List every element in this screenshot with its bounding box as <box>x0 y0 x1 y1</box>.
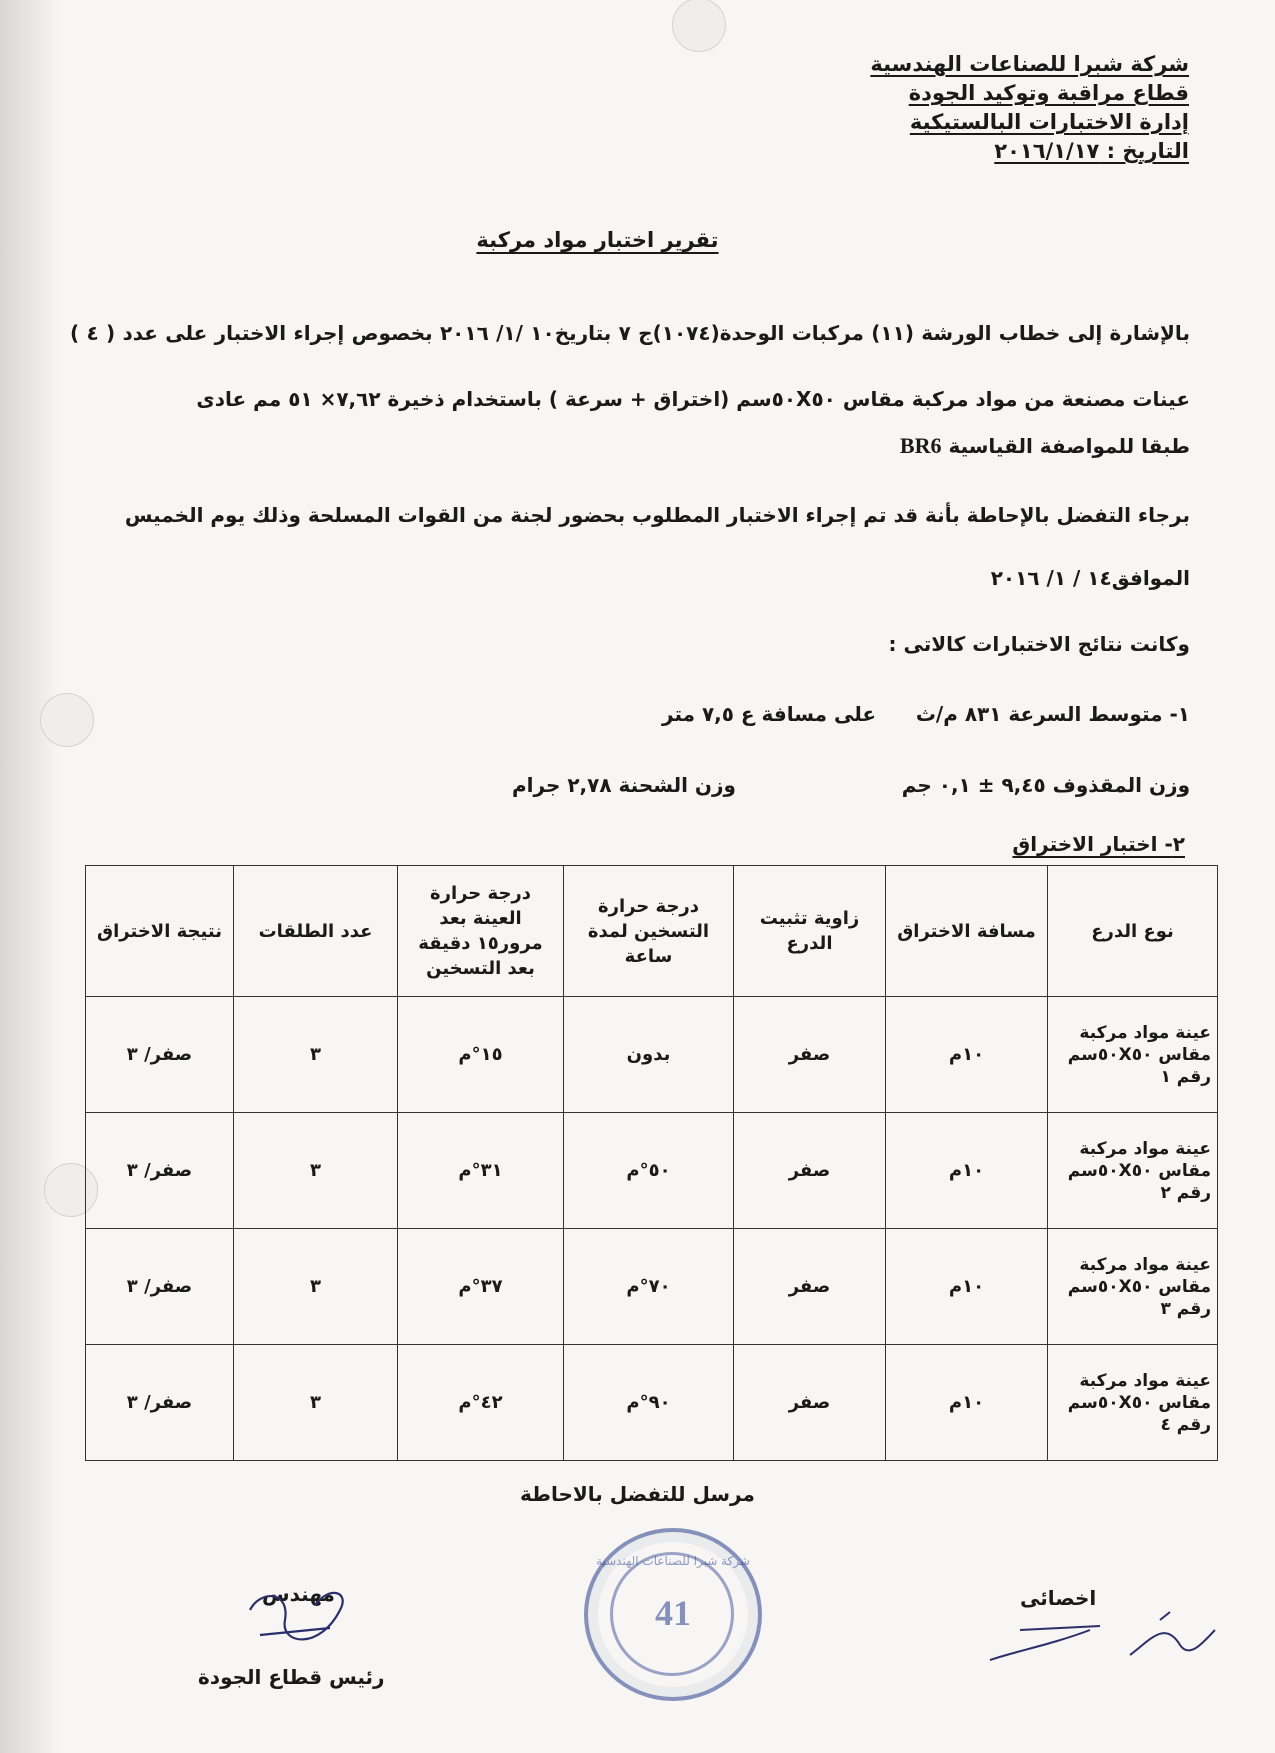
cell-heating-temp: ٩٠°م <box>564 1345 734 1461</box>
table-row <box>86 997 1218 1113</box>
cell-sample-temp: ٤٢°م <box>398 1345 564 1461</box>
col-header-heating-temp: درجة حرارة التسخين لمدة ساعة <box>564 866 734 997</box>
col-header-angle: زاوية تثبيت الدرع <box>734 866 886 997</box>
col-header-distance: مسافة الاختراق <box>886 866 1048 997</box>
official-stamp <box>584 1528 762 1701</box>
standard-code: BR6 <box>899 433 942 458</box>
speed-line: ١- متوسط السرعة ٨٣١ م/ث <box>915 702 1190 726</box>
intro-paragraph: بالإشارة إلى خطاب الورشة (١١) مركبات الوحدة(١٠٧٤)ج ٧ بتاريخ١٠ /١/ ٢٠١٦ بخصوص إجراء الاختبار على عدد ( ٤ ) عينات مصنعة من مواد مركبة مقاس ٥٠X٥٠سم (اختراق + سرعة ) باستخدام ذخيرة ٧,٦٢× ٥١ مم عادى <box>70 321 1190 411</box>
quality-head-label: رئيس قطاع الجودة <box>198 1665 385 1689</box>
cell-shots: ٣ <box>234 1345 398 1461</box>
col-header-sample-temp: درجة حرارة العينة بعد مرور١٥ دقيقة بعد التسخين <box>398 866 564 997</box>
notice-line: برجاء التفضل بالإحاطة بأنة قد تم إجراء الاختبار المطلوب بحضور لجنة من القوات المسلحة وذلك يوم الخميس <box>124 503 1190 527</box>
standard-line <box>900 433 1190 459</box>
specialist-label: اخصائى <box>1020 1586 1097 1610</box>
table-row <box>86 1345 1218 1461</box>
cell-sample-temp: ٣٧°م <box>398 1229 564 1345</box>
cell-shots: ٣ <box>234 1113 398 1229</box>
cell-sample-temp: ١٥°م <box>398 997 564 1113</box>
charge-weight-line: وزن الشحنة ٢,٧٨ جرام <box>512 773 736 797</box>
table-row <box>86 1229 1218 1345</box>
cell-angle: صفر <box>734 1229 886 1345</box>
date-line: الموافق١٤ / ١/ ٢٠١٦ <box>990 566 1190 590</box>
cell-heating-temp: بدون <box>564 997 734 1113</box>
scan-edge-shadow <box>0 0 60 1753</box>
results-table <box>85 865 1218 1461</box>
results-intro: وكانت نتائج الاختبارات كالاتى : <box>888 632 1190 656</box>
cell-angle: صفر <box>734 1113 886 1229</box>
report-date: التاريخ : ٢٠١٦/١/١٧ <box>994 139 1189 163</box>
cell-armor-type: عينة مواد مركبة مقاس ٥٠X٥٠سم رقم ١ <box>1048 997 1218 1113</box>
company-name: شركة شبرا للصناعات الهندسية <box>870 52 1189 76</box>
cell-distance: ١٠م <box>886 1345 1048 1461</box>
table-row <box>86 1113 1218 1229</box>
stamp-number: 41 <box>655 1593 691 1633</box>
cell-shots: ٣ <box>234 997 398 1113</box>
cell-distance: ١٠م <box>886 997 1048 1113</box>
stamp-text: شركة شبرا للصناعات الهندسية <box>596 1554 750 1568</box>
cell-armor-type: عينة مواد مركبة مقاس ٥٠X٥٠سم رقم ٢ <box>1048 1113 1218 1229</box>
closing-line: مرسل للتفضل بالاحاطة <box>520 1482 755 1506</box>
cell-distance: ١٠م <box>886 1229 1048 1345</box>
report-title: تقرير اختبار مواد مركبة <box>476 228 719 252</box>
engineer-signature-icon <box>230 1580 370 1660</box>
standard-prefix: طبقا للمواصفة القياسية <box>948 434 1190 458</box>
penetration-section-title: ٢- اختبار الاختراق <box>1012 832 1185 856</box>
col-header-result: نتيجة الاختراق <box>86 866 234 997</box>
cell-armor-type: عينة مواد مركبة مقاس ٥٠X٥٠سم رقم ٤ <box>1048 1345 1218 1461</box>
punch-hole-top <box>672 0 726 52</box>
punch-hole <box>40 693 94 747</box>
cell-shots: ٣ <box>234 1229 398 1345</box>
col-header-shots: عدد الطلقات <box>234 866 398 997</box>
department-name: إدارة الاختبارات البالستيكية <box>909 110 1189 134</box>
engineer-label: مهندس <box>262 1582 335 1606</box>
col-header-armor-type: نوع الدرع <box>1048 866 1218 997</box>
cell-distance: ١٠م <box>886 1113 1048 1229</box>
specialist-signature-icon <box>980 1600 1220 1670</box>
cell-angle: صفر <box>734 1345 886 1461</box>
table-header-row <box>86 866 1218 997</box>
cell-angle: صفر <box>734 997 886 1113</box>
cell-result: صفر/ ٣ <box>86 997 234 1113</box>
projectile-weight-line: وزن المقذوف ٩,٤٥ ± ٠,١ جم <box>901 773 1190 797</box>
cell-sample-temp: ٣١°م <box>398 1113 564 1229</box>
distance-line: على مسافة ع ٧,٥ متر <box>662 702 877 726</box>
cell-heating-temp: ٥٠°م <box>564 1113 734 1229</box>
letterhead <box>769 50 1189 166</box>
cell-heating-temp: ٧٠°م <box>564 1229 734 1345</box>
cell-result: صفر/ ٣ <box>86 1113 234 1229</box>
cell-armor-type: عينة مواد مركبة مقاس ٥٠X٥٠سم رقم ٣ <box>1048 1229 1218 1345</box>
sector-name: قطاع مراقبة وتوكيد الجودة <box>908 81 1189 105</box>
cell-result: صفر/ ٣ <box>86 1229 234 1345</box>
cell-result: صفر/ ٣ <box>86 1345 234 1461</box>
